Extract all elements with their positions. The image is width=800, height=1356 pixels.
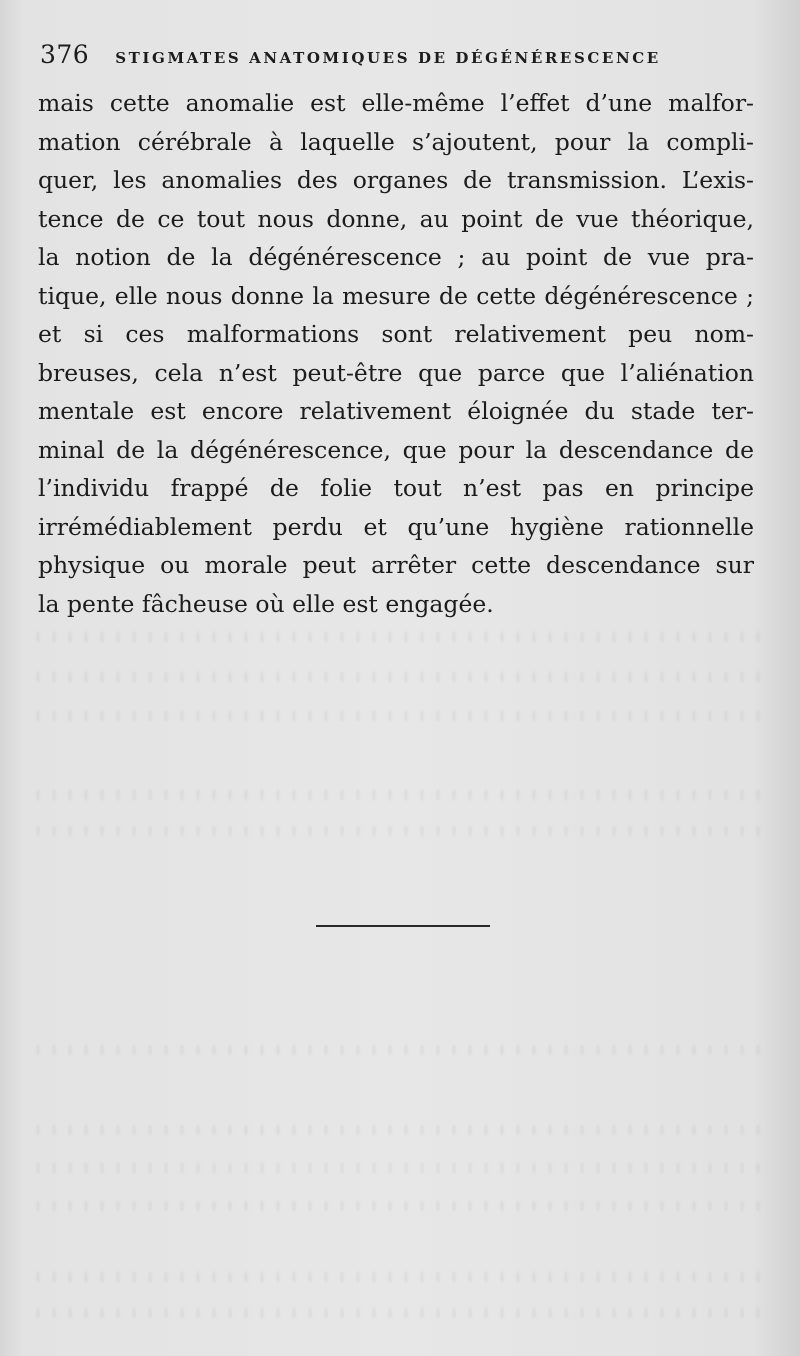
- text-line: et si ces malformations sont relativement peu nom-: [38, 320, 754, 348]
- bleed-through-line: [30, 1163, 770, 1173]
- text-line: quer, les anomalies des organes de transmission. L’exis-: [38, 166, 754, 194]
- bleed-through-line: [30, 1045, 770, 1055]
- text-line: la notion de la dégénérescence ; au point de vue pra-: [38, 243, 754, 271]
- bleed-through-line: [30, 790, 770, 800]
- page-number: 376: [40, 40, 90, 69]
- bleed-through-line: [30, 1125, 770, 1135]
- running-head: [40, 40, 760, 74]
- running-title: STIGMATES ANATOMIQUES DE DÉGÉNÉRESCENCE: [115, 49, 661, 67]
- text-line: la pente fâcheuse où elle est engagée.: [38, 589, 494, 618]
- end-rule: [316, 925, 490, 927]
- text-line: l’individu frappé de folie tout n’est pas en principe: [38, 474, 754, 502]
- bleed-through-line: [30, 1201, 770, 1211]
- text-line: mais cette anomalie est elle-même l’effet d’une malfor-: [38, 89, 754, 117]
- text-line: tence de ce tout nous donne, au point de vue théorique,: [38, 204, 754, 233]
- bleed-through-line: [30, 1272, 770, 1282]
- text-line: minal de la dégénérescence, que pour la descendance de: [38, 435, 754, 464]
- body-paragraph: [38, 84, 754, 623]
- text-line: mentale est encore relativement éloignée du stade ter-: [38, 397, 754, 425]
- text-line: mation cérébrale à laquelle s’ajoutent, pour la compli-: [38, 127, 754, 156]
- text-line: tique, elle nous donne la mesure de cette dégénérescence ;: [38, 281, 754, 310]
- bleed-through-line: [30, 711, 770, 721]
- text-line: physique ou morale peut arrêter cette descendance sur: [38, 551, 754, 579]
- text-line: breuses, cela n’est peut-être que parce que l’aliénation: [38, 358, 754, 387]
- bleed-through-line: [30, 826, 770, 836]
- text-line: irrémédiablement perdu et qu’une hygiène rationnelle: [38, 512, 754, 541]
- bleed-through-line: [30, 672, 770, 682]
- bleed-through-line: [30, 1308, 770, 1318]
- bleed-through-line: [30, 632, 770, 642]
